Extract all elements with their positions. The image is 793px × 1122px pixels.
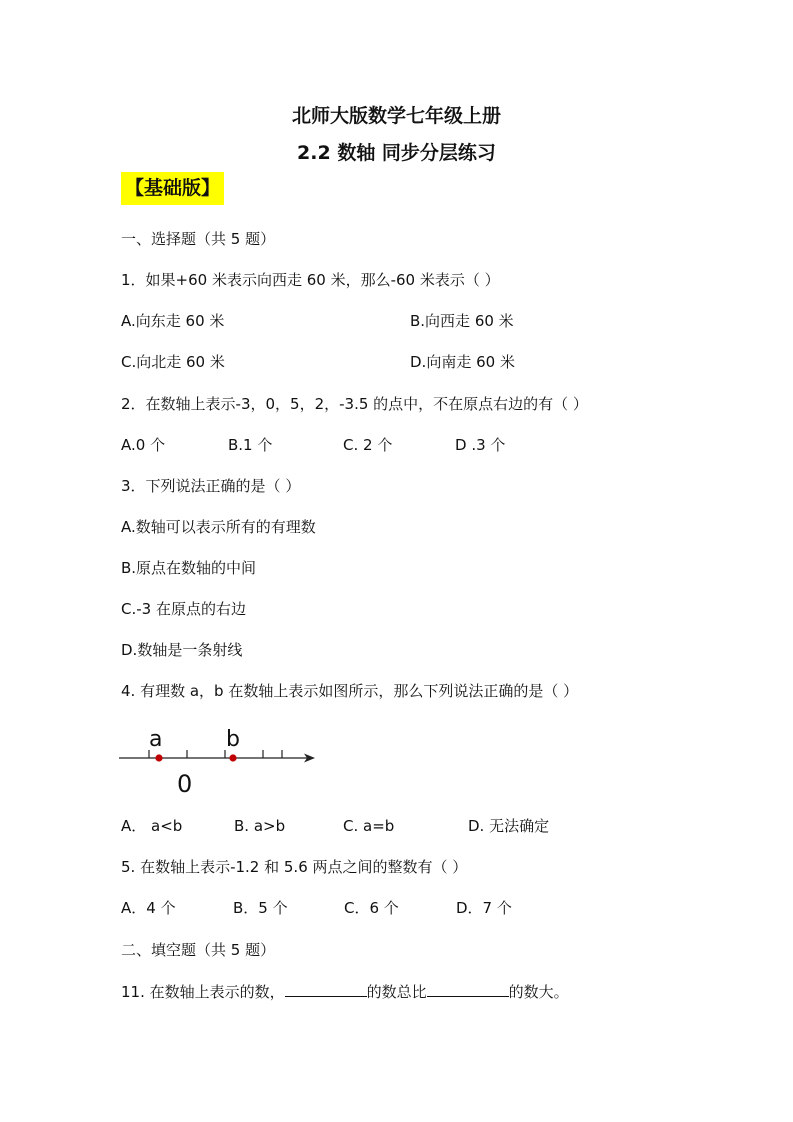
label-zero: 0 (177, 770, 193, 798)
question-2-option-c: C. 2 个 (343, 436, 393, 454)
question-3-option-a: A.数轴可以表示所有的有理数 (121, 518, 316, 536)
question-2-option-b: B.1 个 (228, 436, 273, 454)
question-1-option-a: A.向东走 60 米 (121, 312, 225, 330)
question-3-stem: 3．下列说法正确的是（ ） (121, 477, 301, 495)
point-a (155, 754, 162, 761)
question-1-option-b: B.向西走 60 米 (410, 312, 514, 330)
question-1-option-c: C.向北走 60 米 (121, 353, 225, 371)
question-4-stem: 4. 有理数 a，b 在数轴上表示如图所示，那么下列说法正确的是（ ） (121, 682, 579, 700)
question-11-part2: 的数总比 (366, 983, 427, 1001)
question-5-option-d: D．7 个 (456, 899, 512, 917)
question-2-option-a: A.0 个 (121, 436, 166, 454)
question-2-option-d: D .3 个 (455, 436, 506, 454)
question-3-option-b: B.原点在数轴的中间 (121, 559, 257, 577)
level-tag: 【基础版】 (121, 172, 224, 205)
question-4-option-d: D. 无法确定 (468, 817, 550, 835)
question-2-stem: 2．在数轴上表示-3，0，5，2，-3.5 的点中，不在原点右边的有（ ） (121, 395, 588, 413)
number-line-figure (115, 722, 325, 800)
question-5-option-a: A．4 个 (121, 899, 176, 917)
question-11-part1: 11. 在数轴上表示的数， (121, 983, 285, 1001)
label-a: a (149, 727, 163, 752)
answer-blank-2[interactable] (427, 982, 509, 997)
point-b (229, 754, 236, 761)
question-11-part3: 的数大。 (508, 983, 569, 1001)
question-11 (121, 982, 569, 1002)
question-5-option-b: B．5 个 (233, 899, 288, 917)
question-3-option-c: C.-3 在原点的右边 (121, 600, 246, 618)
section-heading-fill: 二、填空题（共 5 题） (121, 941, 276, 959)
doc-subtitle: 2.2 数轴 同步分层练习 (297, 142, 496, 164)
question-1-stem: 1．如果+60 米表示向西走 60 米，那么-60 米表示（ ） (121, 271, 500, 289)
question-1-option-d: D.向南走 60 米 (410, 353, 515, 371)
label-b: b (226, 727, 240, 752)
question-3-option-d: D.数轴是一条射线 (121, 641, 243, 659)
answer-blank-1[interactable] (285, 982, 367, 997)
doc-title: 北师大版数学七年级上册 (291, 105, 501, 127)
question-4-option-a: A． a<b (121, 817, 183, 835)
question-4-option-b: B. a>b (234, 817, 286, 835)
section-heading-choice: 一、选择题（共 5 题） (121, 230, 276, 248)
question-4-option-c: C. a=b (343, 817, 395, 835)
question-5-option-c: C．6 个 (344, 899, 399, 917)
question-5-stem: 5. 在数轴上表示-1.2 和 5.6 两点之间的整数有（ ） (121, 858, 468, 876)
